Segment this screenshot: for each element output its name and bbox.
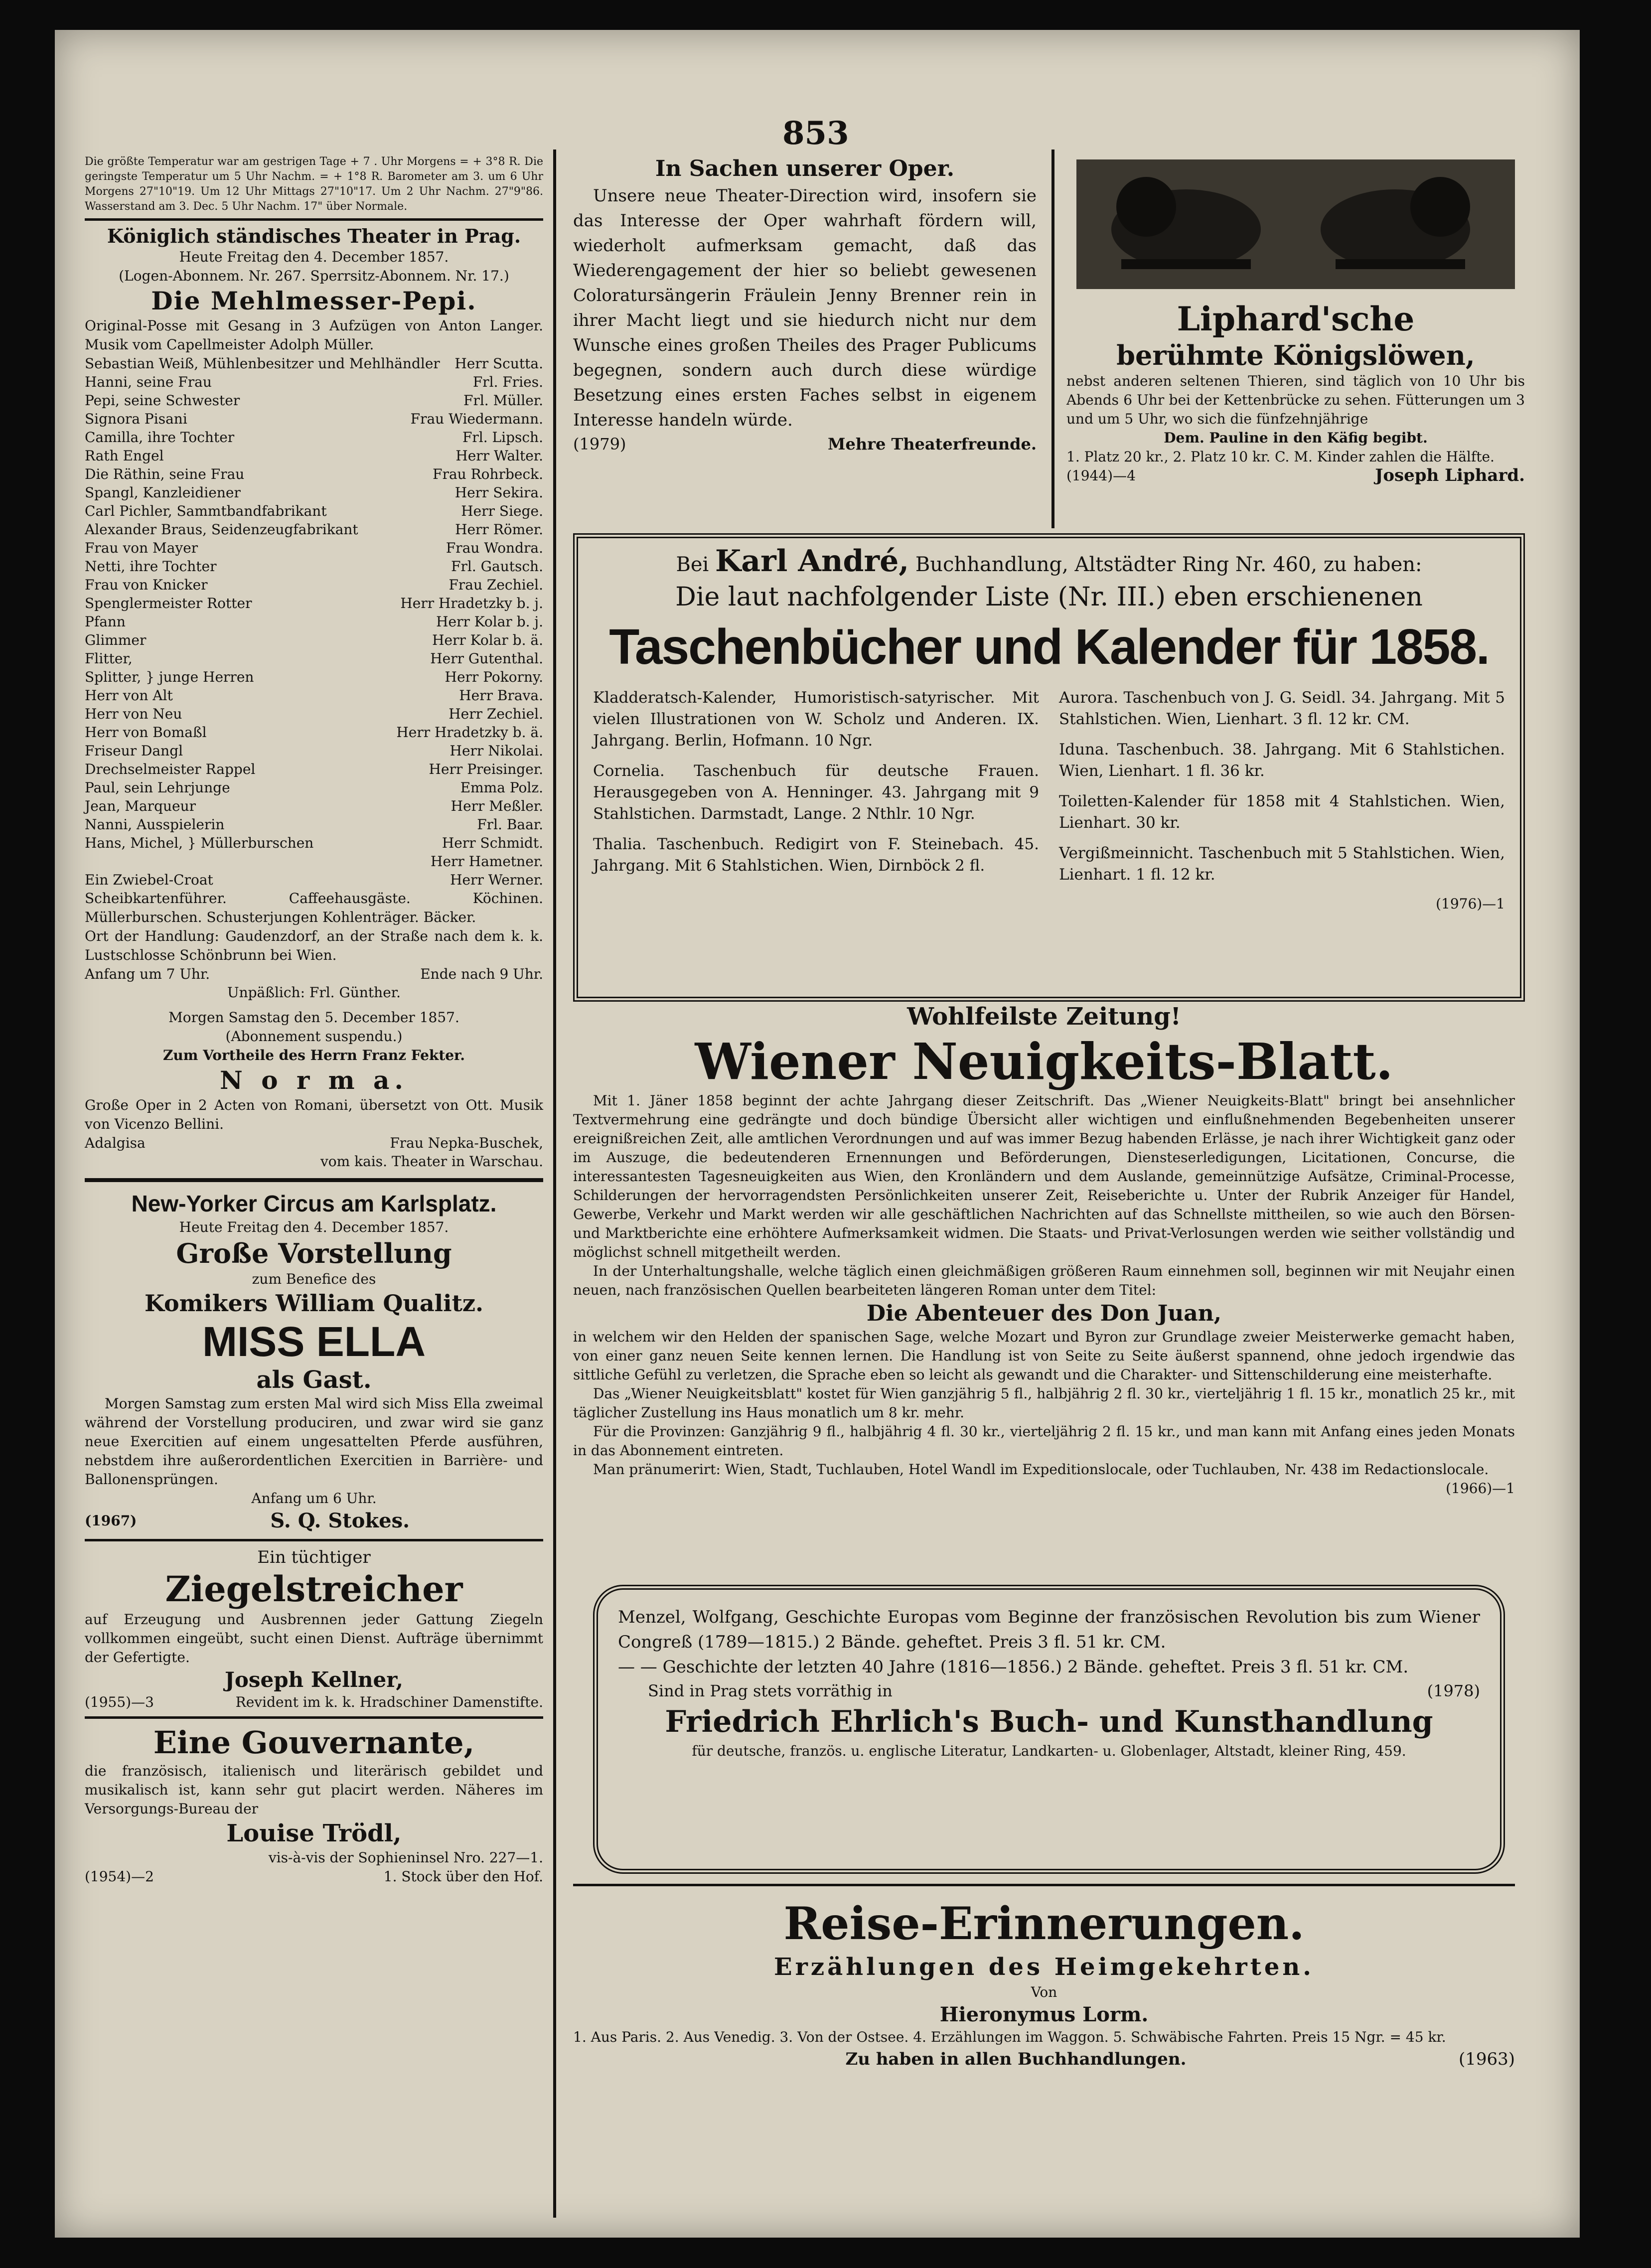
cast-role: Jean, Marqueur: [85, 798, 196, 814]
cast-actor: Frl. Fries.: [472, 374, 543, 390]
cast-row: [85, 649, 543, 668]
cast-role: Netti, ihre Tochter: [85, 558, 217, 575]
divider: [85, 218, 543, 221]
cast-row: [85, 834, 543, 852]
andre-intro-post: Buchhandlung, Altstädter Ring Nr. 460, zu haben:: [915, 553, 1422, 576]
theater-ad: [85, 225, 543, 1171]
page-number: 853: [782, 115, 849, 152]
cast-role: Nanni, Ausspielerin: [85, 816, 225, 833]
next-subscription: (Abonnement suspendu.): [225, 1028, 403, 1045]
circus-date: Heute Freitag den 4. December 1857.: [179, 1219, 449, 1235]
cast-actor: Herr Schmidt.: [442, 835, 543, 851]
cast-row: [85, 520, 543, 539]
reise-von: Von: [1031, 1984, 1057, 2000]
cast-row: [85, 778, 543, 797]
governess-body: die französisch, italienisch und literärisch gebildet und musikalisch ist, kann sehr gut placirt werden. Näheres im Versorgungs-Bureau der: [85, 1763, 543, 1817]
theater-date: Heute Freitag den 4. December 1857.: [179, 249, 449, 265]
newspaper-page: [55, 30, 1580, 2238]
cast-role: Frau von Knicker: [85, 577, 208, 593]
andre-intro-pre: Bei: [676, 553, 709, 576]
cast-role: Sebastian Weiß, Mühlenbesitzer und Mehlhändler: [85, 355, 440, 372]
cast-role: Carl Pichler, Sammtbandfabrikant: [85, 503, 327, 519]
brickmaker-num: (1955)—3: [85, 1694, 154, 1710]
cast-role: Ein Zwiebel-Croat: [85, 872, 213, 888]
reise-title: Reise-Erinnerungen.: [783, 1897, 1305, 1950]
cast-actor: Herr Römer.: [455, 521, 543, 538]
cast-actor: Frau Wiedermann.: [410, 411, 543, 427]
cast-actor: Frl. Müller.: [463, 392, 543, 409]
cast-actor: Frau Wondra.: [446, 540, 543, 556]
theater-title: Königlich ständisches Theater in Prag.: [107, 225, 521, 247]
cast-role: Spangl, Kanzleidiener: [85, 484, 241, 501]
neuigkeits-novel: Die Abenteuer des Don Juan,: [866, 1301, 1222, 1326]
cast-actor: Frl. Lipsch.: [462, 429, 543, 446]
cast-actor: Herr Walter.: [455, 448, 543, 464]
andre-right-list: [1059, 687, 1505, 895]
andre-num: (1976)—1: [1436, 896, 1505, 912]
opera-notice-footer: [573, 433, 1037, 455]
opera-notice-signature: Mehre Theaterfreunde.: [828, 435, 1037, 454]
cast-list: [85, 354, 543, 889]
cast-actor: Herr Kolar b. ä.: [432, 632, 543, 648]
divider: [85, 1178, 543, 1182]
cast-row: [85, 557, 543, 576]
reise-contents: 1. Aus Paris. 2. Aus Venedig. 3. Von der Ostsee. 4. Erzählungen im Waggon. 5. Schwäbische Fahrten. Preis 15 Ngr. = 45 kr.: [573, 2029, 1446, 2045]
circus-signature: S. Q. Stokes.: [270, 1509, 410, 1532]
cast-actor: Herr Gutenthal.: [430, 650, 543, 667]
cast-role: Glimmer: [85, 632, 147, 648]
benefit-line: Zum Vortheile des Herrn Franz Fekter.: [162, 1047, 465, 1063]
circus-body: Morgen Samstag zum ersten Mal wird sich Miss Ella zweimal während der Vorstellung produciren, und zwar wird sie ganz neue Exercitien auf einem ungesattelten Pferde ausführen, nebstdem ihre außerordentlichen Exercitien in Barrière- und Ballonensprüngen.: [85, 1395, 543, 1488]
divider: [573, 1884, 1515, 1886]
cast-row: [85, 447, 543, 465]
neuigkeits-p6: Man pränumerirt: Wien, Stadt, Tuchlauben, Hotel Wandl im Expeditionslocale, oder Tuchlauben, Nr. 438 im Redactionslocale.: [593, 1461, 1489, 1478]
circus-num: (1967): [85, 1512, 137, 1529]
theater-start: Anfang um 7 Uhr.: [85, 966, 210, 982]
cast-actor: Frl. Gautsch.: [451, 558, 543, 575]
neuigkeits-p1: Mit 1. Jäner 1858 beginnt der achte Jahrgang dieser Zeitschrift. Das „Wiener Neuigkeits-Blatt" bringt bei ansehnlicher Textvermehrung eine gedrängte und doch bündige Übersicht aller wichtigen und einflußnehmenden Begebenheiten unserer ereignißreichen Zeit, alle amtlichen Verordnungen und auf was immer Bezug habenden Erlässe, je nach ihrer Wichtigkeit ganz oder im Auszuge, die bedeutenderen Ernennungen und Beförderungen, Diensteserledigungen, Licitationen, Concurse, die interessantesten Tagesneuigkeiten aus Wien, den Kronländern und dem Auslande, gemeinnützige Aufsätze, Criminal-Processe, Schilderungen der hervorragendsten Persönlichkeiten unserer Zeit, Reiseberichte u. Unter der Rubrik Anzeiger für Handel, Gewerbe, Verkehr und Markt werden wir alle geschäftlichen Nachrichten auf das Schnellste mittheilen, so wie auch den Börsen- und Marktberichte eine erhöhtere Aufmerksamkeit widmen. Die Staats- und Privat-Verlosungen werden wie seither vollständig und möglichst schnell mitgetheilt werden.: [573, 1092, 1515, 1260]
cast-row: [85, 852, 543, 871]
weather-report: Die größte Temperatur war am gestrigen Tage + 7 . Uhr Morgens = + 3°8 R. Die geringste Temperatur um 5 Uhr Nachm. = + 1°8 R. Barometer am 3. um 6 Uhr Morgens 27"10"19. Um 12 Uhr Mittags 27"10"17. Um 2 Uhr Nachm. 27"9"86. Wasserstand am 3. Dec. 5 Uhr Nachm. 17" über Normale.: [85, 155, 543, 213]
cast-role: Camilla, ihre Tochter: [85, 429, 235, 446]
opera-notice-body: Unsere neue Theater-Direction wird, insofern sie das Interesse der Oper wahrhaft fördern will, wiederholt aufmerksam gemacht, daß das Wiederengagement der hier so beliebt gewesenen Coloratursängerin Fräulein Jenny Brenner rein in ihrer Macht liegt und sie hiedurch nicht nur dem Wunsche eines großen Theiles des Prager Publicums begegnen, sondern auch durch diese würdige Besetzung eines ersten Faches selbst in eigenem Interesse handeln würde.: [573, 186, 1037, 430]
lions-subtitle: berühmte Königslöwen,: [1116, 339, 1475, 371]
cast-row: [85, 742, 543, 760]
reise-subtitle: Erzählungen des Heimgekehrten.: [773, 1953, 1315, 1981]
circus-title: New-Yorker Circus am Karlsplatz.: [131, 1191, 497, 1216]
brickmaker-title: Ziegelstreicher: [165, 1568, 463, 1610]
cast-row: [85, 723, 543, 742]
cast-role: Flitter,: [85, 650, 133, 667]
neuigkeits-p2: In der Unterhaltungshalle, welche täglich einen gleichmäßigen größeren Raum einnehmen soll, beginnen wir mit Neujahr einen neuen, nach französischen Quellen bearbeiteten längeren Roman unter dem Titel:: [573, 1263, 1515, 1298]
governess-address1: vis-à-vis der Sophieninsel Nro. 227—1.: [268, 1849, 543, 1866]
cast-row: [85, 428, 543, 447]
circus-guest-as: als Gast.: [256, 1366, 372, 1394]
cast-actor: Herr Nikolai.: [450, 743, 543, 759]
cast-row: [85, 797, 543, 815]
cast-role: Die Räthin, seine Frau: [85, 466, 245, 482]
circus-signature-row: [85, 1508, 543, 1534]
lions-pauline: Dem. Pauline in den Käfig begibt.: [1164, 430, 1428, 446]
adalgisa-row: [85, 1134, 543, 1152]
cast-actor: Herr Preisinger.: [429, 761, 543, 777]
opera-description: Große Oper in 2 Acten von Romani, übersetzt von Ott. Musik von Vicenzo Bellini.: [85, 1097, 543, 1132]
cast-row: [85, 391, 543, 410]
cast-actor: Herr Werner.: [450, 872, 543, 888]
play-title: Die Mehlmesser-Pepi.: [151, 286, 477, 315]
theater-end: Ende nach 9 Uhr.: [420, 966, 543, 982]
cast-actor: Herr Pokorny.: [445, 669, 543, 685]
cast-role: Hanni, seine Frau: [85, 374, 212, 390]
cast-actor: Frau Rohrbeck.: [433, 466, 543, 482]
cast-role: Frau von Mayer: [85, 540, 198, 556]
lions-prices: 1. Platz 20 kr., 2. Platz 10 kr. C. M. Kinder zahlen die Hälfte.: [1066, 449, 1495, 465]
cast-row: [85, 502, 543, 520]
theater-subscription: (Logen-Abonnem. Nr. 267. Sperrsitz-Abonnem. Nr. 17.): [119, 268, 509, 284]
ehrlich-name: Friedrich Ehrlich's Buch- und Kunsthandlung: [665, 1704, 1433, 1739]
andre-book-entry: Vergißmeinnicht. Taschenbuch mit 5 Stahlstichen. Wien, Lienhart. 1 fl. 12 kr.: [1059, 844, 1505, 884]
cast-row: [85, 612, 543, 631]
neuigkeits-kicker: Wohlfeilste Zeitung!: [907, 1003, 1181, 1031]
governess-footer: [85, 1867, 543, 1886]
neuigkeits-num: (1966)—1: [1446, 1480, 1515, 1497]
cast-row: [85, 410, 543, 428]
cast-actor: Herr Hametner.: [431, 853, 543, 870]
divider: [85, 1716, 543, 1719]
ehrlich-stock: Sind in Prag stets vorräthig in: [648, 1681, 893, 1700]
brickmaker-ad: [85, 1546, 543, 1711]
cast-role: Drechselmeister Rappel: [85, 761, 256, 777]
cast-actor: Herr Hradetzky b. j.: [400, 595, 543, 611]
cast-actor: Frau Zechiel.: [449, 577, 543, 593]
cast-actor: Herr Meßler.: [450, 798, 543, 814]
theater-location: Ort der Handlung: Gaudenzdorf, an der Straße nach dem k. k. Lustschlosse Schönbrunn bei Wien.: [85, 928, 543, 963]
cast-role: Pfann: [85, 613, 126, 630]
lions-footer: [1066, 466, 1525, 485]
brickmaker-name: Joseph Kellner,: [225, 1667, 403, 1692]
reise-ad: [573, 1884, 1515, 2072]
cast-actor: Herr Sekira.: [454, 484, 543, 501]
lions-num: (1944)—4: [1066, 467, 1136, 484]
opera-notice-num: (1979): [573, 435, 626, 454]
andre-box: [573, 533, 1525, 1002]
cast-row: [85, 465, 543, 483]
cast-role: Spenglermeister Rotter: [85, 595, 252, 611]
cast-row: [85, 539, 543, 557]
neuigkeits-p4: Das „Wiener Neuigkeitsblatt" kostet für Wien ganzjährig 5 fl., halbjährig 2 fl. 30 kr., vierteljährig 1 fl. 15 kr., monatlich 25 kr., mit täglicher Zustellung ins Haus monatlich um 8 kr. mehr.: [573, 1385, 1515, 1421]
cast-row: [85, 483, 543, 502]
theater-times: [85, 965, 543, 983]
governess-address2: 1. Stock über den Hof.: [383, 1868, 543, 1885]
andre-book-entry: Toiletten-Kalender für 1858 mit 4 Stahlstichen. Wien, Lienhart. 30 kr.: [1059, 792, 1505, 832]
lion-illustration: [1076, 159, 1515, 289]
cast-row: [85, 686, 543, 705]
lions-signature: Joseph Liphard.: [1375, 465, 1525, 485]
ehrlich-stock-row: [618, 1679, 1480, 1702]
circus-guest-name: MISS ELLA: [202, 1318, 426, 1365]
andre-title: Taschenbücher und Kalender für 1858.: [609, 619, 1489, 675]
andre-book-entry: Aurora. Taschenbuch von J. G. Seidl. 34. Jahrgang. Mit 5 Stahlstichen. Wien, Lienhart. 3 fl. 12 kr. CM.: [1059, 689, 1505, 728]
reise-avail: Zu haben in allen Buchhandlungen.: [845, 2049, 1187, 2069]
cast-role: Hans, Michel, } Müllerburschen: [85, 835, 314, 851]
brickmaker-lead: Ein tüchtiger: [257, 1547, 371, 1567]
neuigkeits-p5: Für die Provinzen: Ganzjährig 9 fl., halbjährig 4 fl. 30 kr., vierteljährig 2 fl. 15 kr., und man kann mit Anfang eines jeden Monats in das Abonnement eintreten.: [573, 1423, 1515, 1459]
cast-role: Herr von Neu: [85, 706, 182, 722]
cast-actor: Herr Brava.: [459, 687, 543, 704]
cast-actor: Herr Zechiel.: [449, 706, 543, 722]
brickmaker-body: auf Erzeugung und Ausbrennen jeder Gattung Ziegeln vollkommen eingeübt, sucht einen Dienst. Aufträge übernimmt der Gefertigte.: [85, 1611, 543, 1665]
circus-benefit: zum Benefice des: [252, 1271, 376, 1287]
ehrlich-num: (1978): [1427, 1681, 1480, 1700]
column-rule-right: [1051, 150, 1054, 528]
theater-extras: Scheibkartenführer. Caffeehausgäste. Köchinen. Müllerburschen. Schusterjungen Kohlenträger. Bäcker.: [85, 890, 543, 925]
andre-book-entry: Iduna. Taschenbuch. 38. Jahrgang. Mit 6 Stahlstichen. Wien, Lienhart. 1 fl. 36 kr.: [1059, 741, 1505, 780]
cast-role: Signora Pisani: [85, 411, 187, 427]
adalgisa-actor: Frau Nepka-Buschek,: [390, 1135, 543, 1151]
left-column: [85, 154, 543, 1886]
lions-title: Liphard'sche: [1177, 300, 1415, 338]
cast-row: [85, 576, 543, 594]
adalgisa-role: Adalgisa: [85, 1135, 146, 1151]
cast-row: [85, 631, 543, 649]
cast-row: [85, 760, 543, 778]
cast-row: [85, 871, 543, 889]
andre-intro: [593, 546, 1505, 580]
cast-role: Pepi, seine Schwester: [85, 392, 240, 409]
lion-icon: [1076, 159, 1515, 289]
ehrlich-line2: — — Geschichte der letzten 40 Jahre (1816—1856.) 2 Bände. geheftet. Preis 3 fl. 51 kr. CM.: [618, 1657, 1409, 1677]
cast-row: [85, 705, 543, 723]
andre-left-list: [593, 687, 1039, 895]
cast-actor: Emma Polz.: [460, 779, 543, 796]
cast-role: Friseur Dangl: [85, 743, 183, 759]
cast-row: [85, 354, 543, 373]
next-date: Morgen Samstag den 5. December 1857.: [168, 1009, 459, 1026]
cast-role: Rath Engel: [85, 448, 164, 464]
cast-row: [85, 373, 543, 391]
circus-start: Anfang um 6 Uhr.: [251, 1490, 377, 1507]
reise-footer: [573, 2047, 1515, 2072]
opera-notice: [573, 154, 1037, 455]
cast-role: Splitter, } junge Herren: [85, 669, 254, 685]
governess-num: (1954)—2: [85, 1868, 154, 1885]
cast-role: Herr von Bomaßl: [85, 724, 207, 741]
governess-title: Eine Gouvernante,: [153, 1724, 475, 1761]
ehrlich-desc: für deutsche, französ. u. englische Literatur, Landkarten- u. Globenlager, Altstadt, kleiner Ring, 459.: [692, 1743, 1406, 1759]
cast-role: Paul, sein Lehrjunge: [85, 779, 230, 796]
cast-row: [85, 668, 543, 686]
brickmaker-address: Revident im k. k. Hradschiner Damenstifte.: [235, 1694, 543, 1710]
ehrlich-box: [593, 1585, 1505, 1874]
andre-book-entry: Thalia. Taschenbuch. Redigirt von F. Steinebach. 45. Jahrgang. Mit 6 Stahlstichen. Wien, Dirnböck 2 fl.: [593, 835, 1039, 875]
opera-notice-title: In Sachen unserer Oper.: [655, 156, 955, 181]
governess-ad: [85, 1724, 543, 1886]
andre-line2: Die laut nachfolgender Liste (Nr. III.) eben erschienenen: [675, 582, 1423, 612]
circus-show: Große Vorstellung: [176, 1237, 452, 1269]
reise-author: Hieronymus Lorm.: [939, 2003, 1149, 2026]
adalgisa-note: vom kais. Theater in Warschau.: [320, 1153, 543, 1170]
opera-title: N o r m a.: [220, 1065, 408, 1095]
andre-intro-name: Karl André,: [715, 544, 909, 579]
cast-role: Herr von Alt: [85, 687, 173, 704]
play-description: Original-Posse mit Gesang in 3 Aufzügen von Anton Langer. Musik vom Capellmeister Adolph Müller.: [85, 317, 543, 353]
circus-comedian: Komikers William Qualitz.: [145, 1290, 483, 1317]
divider: [85, 1539, 543, 1541]
column-rule-left: [553, 150, 556, 2218]
cast-actor: Herr Siege.: [461, 503, 543, 519]
neuigkeits-title: Wiener Neuigkeits-Blatt.: [695, 1032, 1393, 1091]
circus-ad: [85, 1189, 543, 1534]
cast-actor: Herr Scutta.: [454, 355, 543, 372]
neuigkeits-ad: [573, 1002, 1515, 1498]
lions-body: nebst anderen seltenen Thieren, sind täglich von 10 Uhr bis Abends 6 Uhr bei der Kettenbrücke zu sehen. Fütterungen um 3 und um 5 Uhr, wo sich die fünfzehnjährige: [1066, 373, 1525, 427]
cast-actor: Herr Hradetzky b. ä.: [396, 724, 543, 741]
andre-book-entry: Cornelia. Taschenbuch für deutsche Frauen. Herausgegeben von A. Henninger. 43. Jahrgang mit 9 Stahlstichen. Darmstadt, Lange. 2 Nthlr. 10 Ngr.: [593, 762, 1039, 823]
governess-name: Louise Trödl,: [226, 1819, 402, 1847]
cast-role: Alexander Braus, Seidenzeugfabrikant: [85, 521, 358, 538]
neuigkeits-p3: in welchem wir den Helden der spanischen Sage, welche Mozart und Byron zur Grundlage zweier Meisterwerke gemacht haben, von einer ganz neuen Seite kennen lernen. Die Handlung ist von Seite zu Seite äußerst spannend, ohne jedoch irgendwie das sittliche Gefühl zu verletzen, die Sprache eben so leicht als gewandt und die Charakter- und Sittenschilderung eine meisterhafte.: [573, 1329, 1515, 1383]
ehrlich-line1: Menzel, Wolfgang, Geschichte Europas vom Beginne der französischen Revolution bis zum Wiener Congreß (1789—1815.) 2 Bände. geheftet. Preis 3 fl. 51 kr. CM.: [618, 1607, 1480, 1652]
theater-indisposed: Unpäßlich: Frl. Günther.: [227, 984, 401, 1001]
cast-row: [85, 815, 543, 834]
cast-actor: Frl. Baar.: [477, 816, 543, 833]
cast-actor: Herr Kolar b. j.: [436, 613, 543, 630]
cast-row: [85, 594, 543, 612]
brickmaker-footer: [85, 1693, 543, 1711]
andre-book-entry: Kladderatsch-Kalender, Humoristisch-satyrischer. Mit vielen Illustrationen von W. Scholz und Anderen. IX. Jahrgang. Berlin, Hofmann. 10 Ngr.: [593, 689, 1039, 750]
reise-num: (1963): [1458, 2049, 1515, 2069]
